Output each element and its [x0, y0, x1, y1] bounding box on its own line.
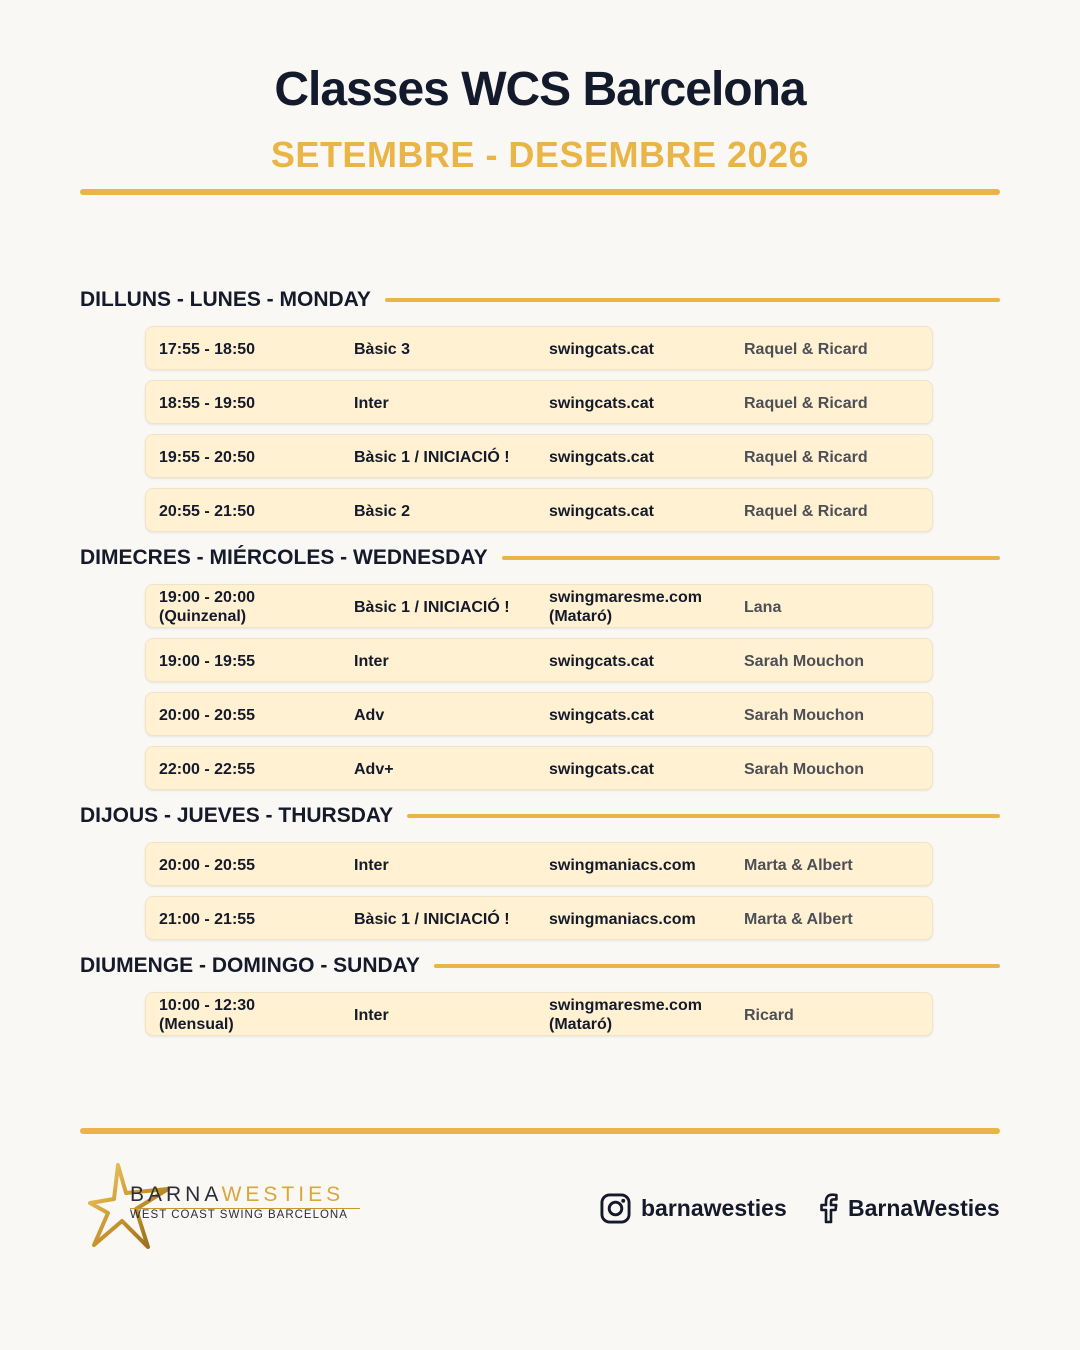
class-school: swingcats.cat: [549, 652, 654, 670]
class-time: 22:00 - 22:55: [159, 760, 256, 778]
class-time-note: (Mensual): [159, 1016, 234, 1033]
class-time: 18:55 - 19:50: [159, 394, 256, 412]
day-divider: [502, 556, 1000, 560]
class-level: Inter: [354, 856, 389, 874]
day-label: DIJOUS - JUEVES - THURSDAY: [80, 804, 394, 827]
class-level: Bàsic 3: [354, 340, 411, 358]
class-time: 20:00 - 20:55: [159, 856, 256, 874]
class-row: [145, 488, 933, 532]
day-label: DIUMENGE - DOMINGO - SUNDAY: [80, 954, 420, 977]
class-time: [159, 993, 344, 1037]
class-level: Adv+: [354, 760, 394, 778]
class-row: [145, 638, 933, 682]
facebook-handle: BarnaWesties: [848, 1194, 1000, 1221]
class-teacher: Raquel & Ricard: [744, 502, 868, 520]
class-teacher: Marta & Albert: [744, 856, 853, 874]
class-school: [549, 993, 739, 1037]
class-school: swingmaniacs.com: [549, 856, 696, 874]
class-teacher: Sarah Mouchon: [744, 652, 865, 670]
class-teacher: Raquel & Ricard: [744, 340, 868, 358]
class-row: [145, 434, 933, 478]
class-school-name: swingmaresme.com: [549, 997, 702, 1014]
class-teacher: Sarah Mouchon: [744, 760, 865, 778]
instagram-handle: barnawesties: [641, 1194, 787, 1221]
class-school: swingmaniacs.com: [549, 910, 696, 928]
class-row: [145, 326, 933, 370]
class-time: 20:00 - 20:55: [159, 706, 256, 724]
class-level: Inter: [354, 652, 389, 670]
instagram-link[interactable]: [600, 1188, 787, 1228]
facebook-link[interactable]: [818, 1188, 1000, 1228]
class-row: [145, 380, 933, 424]
class-level: Bàsic 1 / INICIACIÓ !: [354, 448, 510, 466]
class-level: Bàsic 2: [354, 502, 411, 520]
class-school-note: (Mataró): [549, 608, 613, 625]
class-level: Adv: [354, 706, 385, 724]
class-row: [145, 842, 933, 886]
class-level: Inter: [354, 1006, 389, 1024]
day-divider: [385, 298, 1000, 302]
class-school: swingcats.cat: [549, 448, 654, 466]
class-school-note: (Mataró): [549, 1016, 613, 1033]
footer-divider: [80, 1128, 1000, 1134]
brand-name: BARNAWESTIES: [130, 1183, 345, 1206]
class-time: 17:55 - 18:50: [159, 340, 256, 358]
class-row: [145, 692, 933, 736]
class-teacher: Raquel & Ricard: [744, 394, 868, 412]
class-school-name: swingmaresme.com: [549, 589, 702, 606]
brand-tagline: WEST COAST SWING BARCELONA: [130, 1209, 348, 1221]
class-school: swingcats.cat: [549, 394, 654, 412]
day-divider: [434, 964, 1000, 968]
day-label: DIMECRES - MIÉRCOLES - WEDNESDAY: [80, 546, 488, 569]
day-heading-wednesday: [80, 543, 1000, 573]
class-level: Bàsic 1 / INICIACIÓ !: [354, 910, 510, 928]
page-title: Classes WCS Barcelona: [274, 63, 806, 116]
day-heading-monday: [80, 285, 1000, 315]
class-teacher: Marta & Albert: [744, 910, 853, 928]
facebook-icon: [818, 1192, 838, 1224]
class-time-range: 19:00 - 20:00: [159, 589, 256, 606]
class-time-range: 10:00 - 12:30: [159, 997, 256, 1014]
class-teacher: Sarah Mouchon: [744, 706, 865, 724]
class-time: 19:00 - 19:55: [159, 652, 256, 670]
class-time: 21:00 - 21:55: [159, 910, 256, 928]
day-heading-sunday: [80, 951, 1000, 981]
day-heading-thursday: [80, 801, 1000, 831]
class-teacher: Lana: [744, 598, 782, 616]
brand-logo: [88, 1163, 368, 1253]
class-row: [145, 992, 933, 1036]
page-subtitle: SETEMBRE - DESEMBRE 2026: [270, 134, 810, 175]
header-divider: [80, 189, 1000, 195]
class-time: 20:55 - 21:50: [159, 502, 256, 520]
class-time: 19:55 - 20:50: [159, 448, 256, 466]
class-school: [549, 585, 739, 629]
class-row: [145, 746, 933, 790]
class-teacher: Raquel & Ricard: [744, 448, 868, 466]
class-school: swingcats.cat: [549, 340, 654, 358]
class-school: swingcats.cat: [549, 706, 654, 724]
day-label: DILLUNS - LUNES - MONDAY: [80, 288, 371, 311]
class-level: Inter: [354, 394, 389, 412]
class-time-note: (Quinzenal): [159, 608, 247, 625]
class-time: [159, 585, 344, 629]
instagram-icon: [600, 1193, 631, 1224]
day-divider: [407, 814, 1000, 818]
class-school: swingcats.cat: [549, 760, 654, 778]
class-row: [145, 896, 933, 940]
class-level: Bàsic 1 / INICIACIÓ !: [354, 598, 510, 616]
class-school: swingcats.cat: [549, 502, 654, 520]
class-teacher: Ricard: [744, 1006, 794, 1024]
class-row: [145, 584, 933, 628]
